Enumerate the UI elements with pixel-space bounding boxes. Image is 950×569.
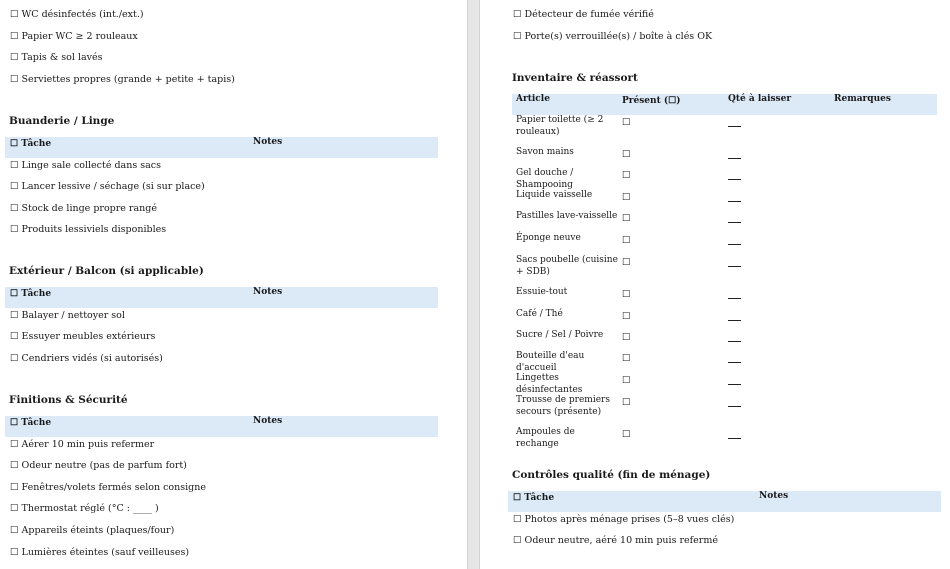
page-gutter	[467, 0, 480, 569]
inventory-qty-blank[interactable]	[728, 320, 741, 321]
checklist-item: ☐ Aérer 10 min puis refermer	[10, 439, 155, 450]
inventory-article: Pastilles lave-vaisselle	[516, 211, 618, 221]
section-heading-controles: Contrôles qualité (fin de ménage)	[512, 469, 711, 481]
inventory-qty-blank[interactable]	[728, 298, 741, 299]
header-col-task: ☐ Tâche	[10, 289, 52, 299]
inventory-article: Liquide vaisselle	[516, 190, 593, 200]
document-page-right	[480, 0, 950, 569]
inventory-present-checkbox[interactable]: ☐	[622, 353, 631, 364]
inventory-article: Ampoules de rechange	[516, 427, 575, 449]
checklist-item: ☐ Odeur neutre, aéré 10 min puis refermé	[513, 535, 718, 546]
inventory-present-checkbox[interactable]: ☐	[622, 429, 631, 440]
inventory-qty-blank[interactable]	[728, 201, 741, 202]
header-col-qte: Qté à laisser	[728, 94, 792, 104]
section-heading-finitions: Finitions & Sécurité	[9, 394, 128, 406]
inventory-qty-blank[interactable]	[728, 362, 741, 363]
checklist-item: ☐ Lumières éteintes (sauf veilleuses)	[10, 547, 190, 558]
inventory-article: Gel douche / Shampooing	[516, 168, 574, 190]
inventory-qty-blank[interactable]	[728, 158, 741, 159]
header-col-notes: Notes	[253, 137, 283, 147]
checklist-item: ☐ Linge sale collecté dans sacs	[10, 160, 161, 171]
header-col-notes: Notes	[253, 416, 283, 426]
inventory-article: Café / Thé	[516, 309, 563, 319]
header-col-present: Présent (☐)	[622, 96, 681, 106]
inventory-qty-blank[interactable]	[728, 406, 741, 407]
inventory-present-checkbox[interactable]: ☐	[622, 149, 631, 160]
inventory-article: Bouteille d'eau d'accueil	[516, 351, 585, 373]
section-heading-inventaire: Inventaire & réassort	[512, 72, 638, 84]
inventory-article: Sucre / Sel / Poivre	[516, 330, 604, 340]
inventory-present-checkbox[interactable]: ☐	[622, 375, 631, 386]
inventory-qty-blank[interactable]	[728, 244, 741, 245]
inventory-qty-blank[interactable]	[728, 179, 741, 180]
checklist-item: ☐ Lancer lessive / séchage (si sur place)	[10, 181, 205, 192]
section-heading-exterieur: Extérieur / Balcon (si applicable)	[9, 265, 204, 277]
inventory-article: Lingettes désinfectantes	[516, 373, 583, 395]
inventory-qty-blank[interactable]	[728, 222, 741, 223]
checklist-item-tapis: ☐ Tapis & sol lavés	[10, 52, 103, 63]
document-page-left	[0, 0, 467, 569]
inventory-present-checkbox[interactable]: ☐	[622, 213, 631, 224]
inventory-present-checkbox[interactable]: ☐	[622, 289, 631, 300]
inventory-article: Savon mains	[516, 147, 574, 157]
inventory-article: Trousse de premiers secours (présente)	[516, 395, 610, 417]
checklist-item: ☐ Produits lessiviels disponibles	[10, 224, 167, 235]
inventory-present-checkbox[interactable]: ☐	[622, 235, 631, 246]
checklist-item: ☐ Essuyer meubles extérieurs	[10, 331, 156, 342]
header-col-notes: Notes	[759, 491, 789, 501]
checklist-item: ☐ Thermostat réglé (°C : ____ )	[10, 503, 159, 514]
inventory-present-checkbox[interactable]: ☐	[622, 170, 631, 181]
inventory-qty-blank[interactable]	[728, 438, 741, 439]
checklist-item-wc: ☐ WC désinfectés (int./ext.)	[10, 9, 144, 20]
checklist-item: ☐ Stock de linge propre rangé	[10, 203, 157, 214]
header-col-task: ☐ Tâche	[513, 493, 555, 503]
checklist-item-serviettes: ☐ Serviettes propres (grande + petite + tapis)	[10, 74, 235, 85]
inventory-article: Essuie-tout	[516, 287, 568, 297]
checklist-item-porte: ☐ Porte(s) verrouillée(s) / boîte à clés OK	[513, 31, 713, 42]
inventory-qty-blank[interactable]	[728, 341, 741, 342]
inventory-present-checkbox[interactable]: ☐	[622, 117, 631, 128]
header-col-task: ☐ Tâche	[10, 139, 52, 149]
header-col-remarques: Remarques	[834, 94, 891, 104]
checklist-item: ☐ Balayer / nettoyer sol	[10, 310, 125, 321]
checklist-item-papier-wc: ☐ Papier WC ≥ 2 rouleaux	[10, 31, 138, 42]
inventory-present-checkbox[interactable]: ☐	[622, 192, 631, 203]
table-header-exterieur	[5, 287, 438, 308]
header-col-task: ☐ Tâche	[10, 418, 52, 428]
header-col-notes: Notes	[253, 287, 283, 297]
inventory-present-checkbox[interactable]: ☐	[622, 397, 631, 408]
inventory-present-checkbox[interactable]: ☐	[622, 332, 631, 343]
table-header-controles	[508, 491, 941, 512]
header-col-article: Article	[516, 94, 550, 104]
inventory-article: Sacs poubelle (cuisine + SDB)	[516, 255, 618, 277]
inventory-article: Papier toilette (≥ 2 rouleaux)	[516, 115, 604, 137]
inventory-qty-blank[interactable]	[728, 266, 741, 267]
checklist-item: ☐ Odeur neutre (pas de parfum fort)	[10, 460, 187, 471]
checklist-item-detecteur: ☐ Détecteur de fumée vérifié	[513, 9, 654, 20]
checklist-item: ☐ Fenêtres/volets fermés selon consigne	[10, 482, 206, 493]
table-header-finitions	[5, 416, 438, 437]
inventory-present-checkbox[interactable]: ☐	[622, 257, 631, 268]
inventory-qty-blank[interactable]	[728, 126, 741, 127]
table-header-buanderie	[5, 137, 438, 158]
inventory-article: Éponge neuve	[516, 233, 581, 243]
checklist-item: ☐ Appareils éteints (plaques/four)	[10, 525, 175, 536]
inventory-qty-blank[interactable]	[728, 384, 741, 385]
checklist-item: ☐ Photos après ménage prises (5–8 vues clés)	[513, 514, 735, 525]
checklist-item: ☐ Cendriers vidés (si autorisés)	[10, 353, 163, 364]
section-heading-buanderie: Buanderie / Linge	[9, 115, 115, 127]
inventory-present-checkbox[interactable]: ☐	[622, 311, 631, 322]
